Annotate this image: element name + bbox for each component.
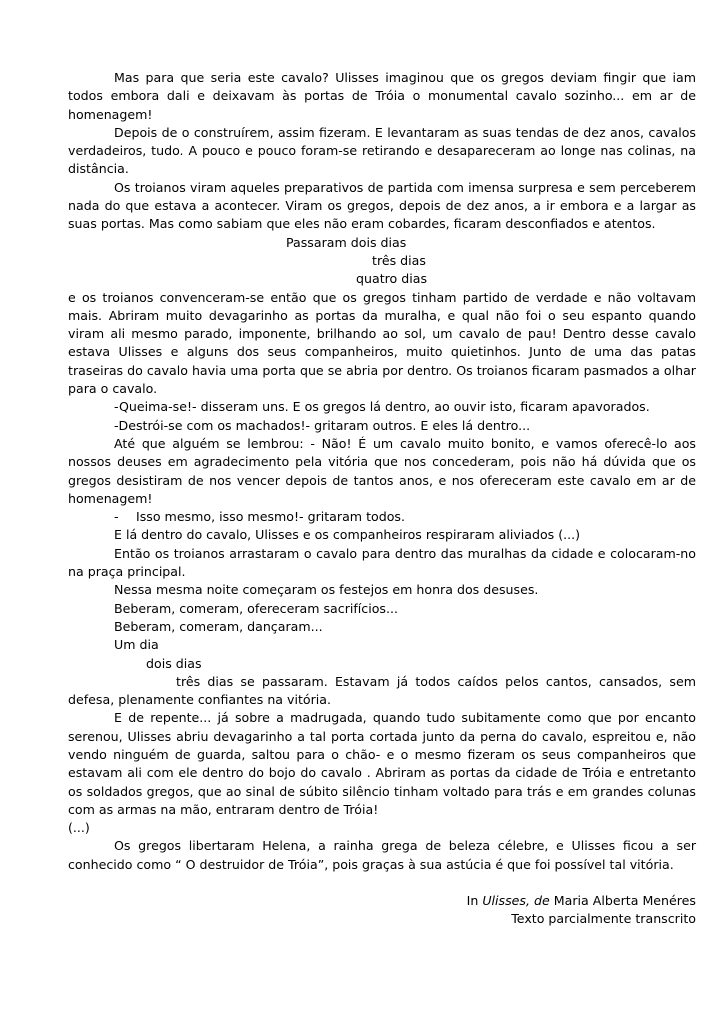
paragraph: Até que alguém se lembrou: - Não! É um cavalo muito bonito, e vamos oferecê-lo aos nossos deuses em agradecimento pela vitória que nos concederam, pois não há dúvida que os gregos desistiram de nos vencer depois de tantos anos, e nos ofereceram este cavalo em ar de homenagem! bbox=[68, 435, 696, 506]
paragraph: Beberam, comeram, ofereceram sacrifícios... bbox=[114, 600, 398, 616]
dialogue-line: -Destrói-se com os machados!- gritaram outros. E eles lá dentro... bbox=[114, 417, 531, 433]
dialogue-line bbox=[68, 508, 696, 526]
paragraph: Os troianos viram aqueles preparativos de partida com imensa surpresa e sem perceberem nada do que estava a acontecer. Viram os gregos, depois de dez anos, a ir embora e a largar as suas portas. Mas como sabiam que eles não eram cobardes, ficaram desconfiados e atentos. bbox=[68, 179, 696, 232]
paragraph: Então os troianos arrastaram o cavalo para dentro das muralhas da cidade e colocaram-no na praça principal. bbox=[68, 545, 696, 580]
credit-prefix: In bbox=[466, 893, 479, 909]
paragraph: Os gregos libertaram Helena, a rainha grega de beleza célebre, e Ulisses ficou a ser conhecido como “ O destruidor de Tróia”, pois graças à sua astúcia é que foi possível tal vitória. bbox=[68, 838, 696, 872]
paragraph: Nessa mesma noite começaram os festejos em honra dos desuses. bbox=[114, 582, 539, 598]
paragraph: Beberam, comeram, dançaram... bbox=[114, 618, 323, 634]
stepped-line: Um dia bbox=[114, 637, 159, 653]
credit-book: Ulisses, de bbox=[482, 893, 550, 909]
dialogue-line: -Queima-se!- disseram uns. E os gregos lá dentro, ao ouvir isto, ficaram apavorados. bbox=[114, 399, 650, 415]
stepped-line: Passaram dois dias bbox=[286, 234, 407, 250]
spacer bbox=[68, 874, 696, 892]
paragraph: Depois de o construírem, assim fizeram. E levantaram as suas tendas de dez anos, cavalos verdadeiros, tudo. A pouco e pouco foram-se retirando e desapareceram ao longe nas colinas, na distância. bbox=[68, 124, 696, 177]
credit-note: Texto parcialmente transcrito bbox=[511, 911, 696, 927]
dialogue-text: Isso mesmo, isso mesmo!- gritaram todos. bbox=[136, 509, 405, 525]
source-credit bbox=[68, 892, 696, 910]
paragraph: e os troianos convenceram-se então que os gregos tinham partido de verdade e não voltavam mais. Abriram muito devagarinho as portas da muralha, e qual não foi o seu espanto quando viram ali mesmo parado, imponente, brilhando ao sol, um cavalo de pau! Dentro desse cavalo estava Ulisses e alguns dos seus companheiros, muito quietinhos. Junto de uma das patas traseiras do cavalo havia uma porta que se abria por dentro. Os troianos ficaram pasmados a olhar para o cavalo. bbox=[68, 289, 696, 397]
paragraph: Mas para que seria este cavalo? Ulisses imaginou que os gregos deviam fingir que iam todos embora dali e deixavam às portas de Tróia o monumental cavalo sozinho... em ar de homenagem! bbox=[68, 70, 696, 122]
dialogue-dash: - bbox=[114, 509, 119, 525]
paragraph: E lá dentro do cavalo, Ulisses e os companheiros respiraram aliviados (...) bbox=[114, 527, 581, 543]
stepped-line: quatro dias bbox=[356, 271, 428, 287]
credit-author: Maria Alberta Menéres bbox=[553, 893, 696, 909]
paragraph: três dias se passaram. Estavam já todos caídos pelos cantos, cansados, sem defesa, plenamente confiantes na vitória. bbox=[68, 673, 696, 708]
stepped-line: três dias bbox=[372, 252, 426, 268]
document-page bbox=[68, 69, 696, 929]
ellipsis-line: (...) bbox=[68, 820, 90, 836]
paragraph: E de repente... já sobre a madrugada, quando tudo subitamente como que por encanto serenou, Ulisses abriu devagarinho a tal porta cortada junto da perna do cavalo, espreitou e, não vendo ninguém de guarda, saltou para o chão- e o mesmo fizeram os seus companheiros que estavam ali com ele dentro do bojo do cavalo . Abriram as portas da cidade de Tróia e entretanto os soldados gregos, que ao sinal de súbito silêncio tinham voltado para trás e em grandes colunas com as armas na mão, entraram dentro de Tróia! bbox=[68, 710, 696, 817]
stepped-line: dois dias bbox=[146, 655, 202, 671]
